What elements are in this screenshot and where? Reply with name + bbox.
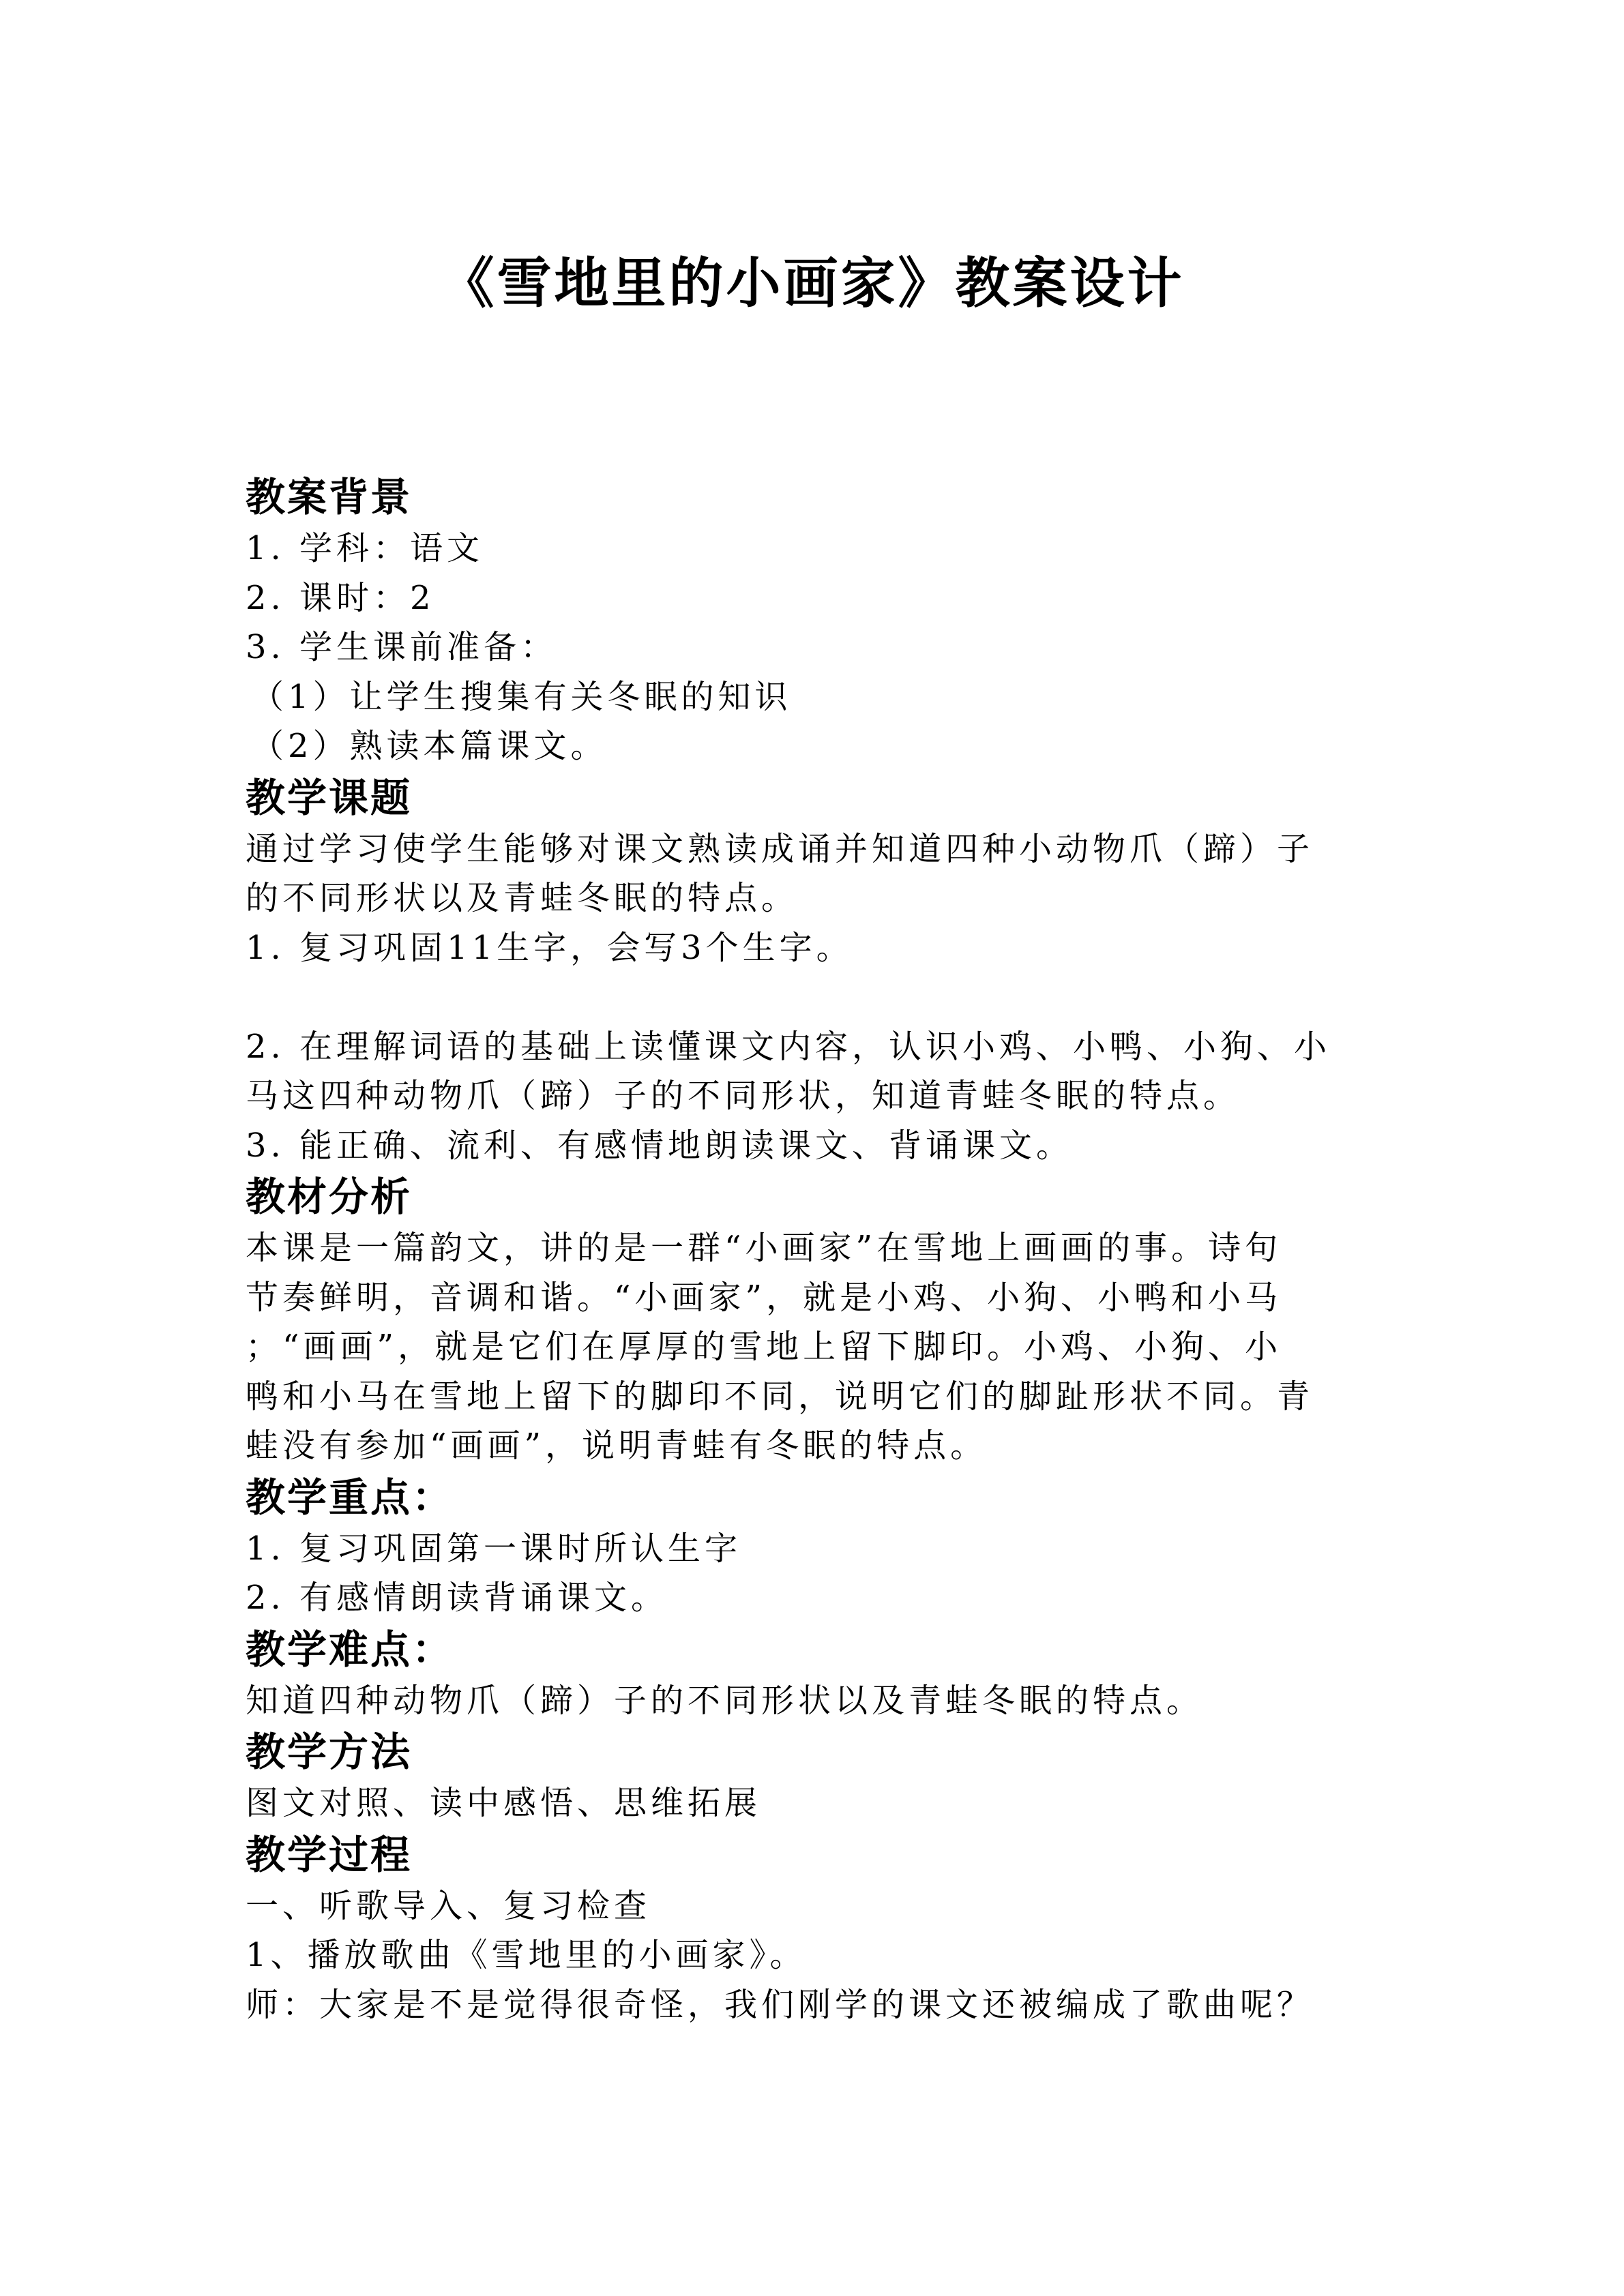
section-difficulties bbox=[246, 1623, 1378, 1726]
text-line: 马这四种动物爪（蹄）子的不同形状，知道青蛙冬眠的特点。 bbox=[246, 1077, 1241, 1115]
page-title: 《雪地里的小画家》教案设计 bbox=[439, 251, 1185, 315]
section-methods bbox=[246, 1725, 1378, 1828]
text-line: ；“画画”，就是它们在厚厚的雪地上留下脚印。小鸡、小狗、小 bbox=[246, 1328, 1282, 1366]
section-heading: 教学方法 bbox=[246, 1729, 413, 1775]
text-line: 师：大家是不是觉得很奇怪，我们刚学的课文还被编成了歌曲呢？ bbox=[246, 1985, 1314, 2024]
text-line: 3. 能正确、流利、有感情地朗读课文、背诵课文。 bbox=[246, 1126, 1074, 1165]
text-line: 1、播放歌曲《雪地里的小画家》。 bbox=[246, 1936, 807, 1974]
text-line: 蛙没有参加“画画”，说明青蛙有冬眠的特点。 bbox=[246, 1427, 988, 1465]
document-body bbox=[246, 471, 1378, 2029]
text-line: 的不同形状以及青蛙冬眠的特点。 bbox=[246, 879, 799, 917]
section-heading: 教案背景 bbox=[246, 474, 413, 520]
text-line: 2. 有感情朗读背诵课文。 bbox=[246, 1579, 668, 1617]
section-heading: 教学课题 bbox=[246, 774, 413, 821]
text-line: 图文对照、读中感悟、思维拓展 bbox=[246, 1784, 762, 1822]
text-line: 一、听歌导入、复习检查 bbox=[246, 1886, 651, 1925]
text-line: 本课是一篇韵文，讲的是一群“小画家”在雪地上画画的事。诗句 bbox=[246, 1229, 1282, 1267]
text-line: 1. 复习巩固第一课时所认生字 bbox=[246, 1529, 742, 1568]
text-line: （2）熟读本篇课文。 bbox=[251, 727, 608, 765]
blank-line bbox=[246, 972, 1378, 1022]
text-line: 知道四种动物爪（蹄）子的不同形状以及青蛙冬眠的特点。 bbox=[246, 1681, 1204, 1720]
section-heading: 教学重点： bbox=[246, 1474, 454, 1521]
text-line: （1）让学生搜集有关冬眠的知识 bbox=[251, 677, 792, 716]
section-key-points bbox=[246, 1471, 1378, 1623]
text-line: 3. 学生课前准备： bbox=[246, 628, 558, 666]
section-background bbox=[246, 471, 1378, 771]
text-line: 1. 复习巩固11生字，会写3个生字。 bbox=[246, 928, 853, 967]
text-line: 1. 学科：语文 bbox=[246, 529, 484, 567]
section-topic bbox=[246, 771, 1378, 1171]
section-heading: 教材分析 bbox=[246, 1174, 413, 1220]
text-line: 通过学习使学生能够对课文熟读成诵并知道四种小动物爪（蹄）子 bbox=[246, 829, 1314, 868]
section-heading: 教学难点： bbox=[246, 1626, 454, 1673]
text-line: 2. 课时：2 bbox=[246, 578, 435, 617]
text-line: 2. 在理解词语的基础上读懂课文内容，认识小鸡、小鸭、小狗、小 bbox=[246, 1027, 1331, 1066]
text-line: 节奏鲜明，音调和谐。“小画家”，就是小鸡、小狗、小鸭和小马 bbox=[246, 1278, 1282, 1317]
section-process bbox=[246, 1828, 1378, 2030]
section-analysis bbox=[246, 1170, 1378, 1471]
text-line: 鸭和小马在雪地上留下的脚印不同，说明它们的脚趾形状不同。青 bbox=[246, 1377, 1314, 1416]
section-heading: 教学过程 bbox=[246, 1831, 413, 1878]
